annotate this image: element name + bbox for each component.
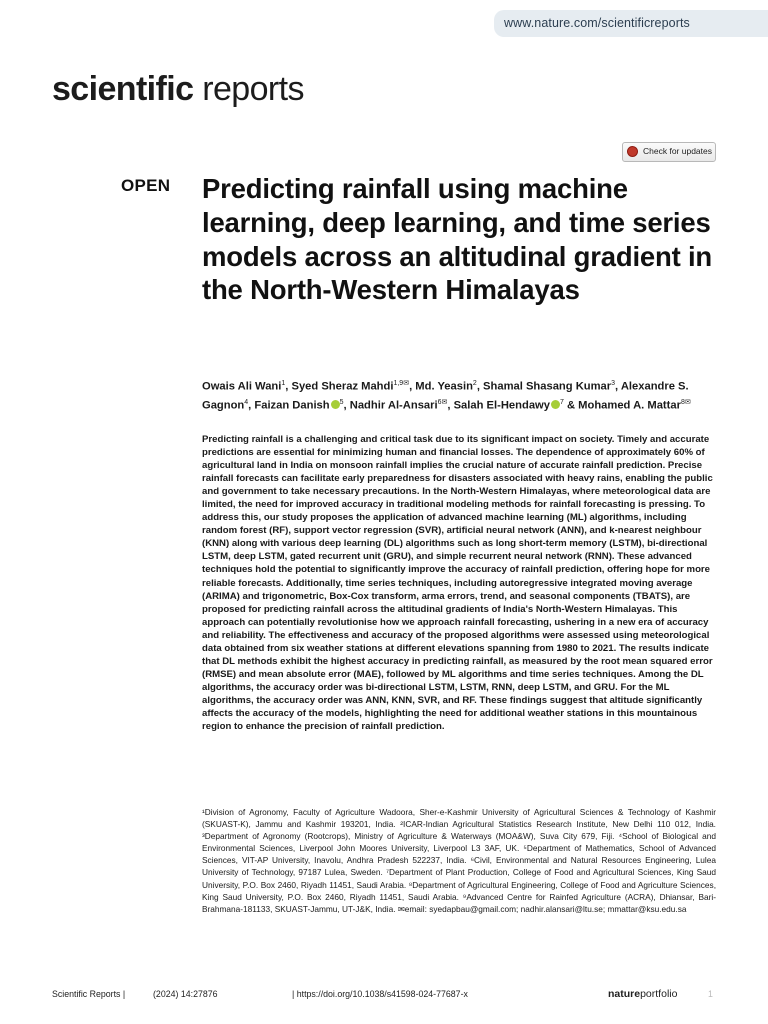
author-affil: 7	[559, 398, 564, 406]
author-name[interactable]: Syed Sheraz Mahdi	[291, 380, 394, 393]
journal-logo	[52, 70, 304, 108]
publisher-bold: nature	[608, 988, 641, 1000]
logo-bold: scientific	[52, 70, 194, 108]
author-affil: 6✉	[437, 398, 448, 406]
journal-url[interactable]: www.nature.com/scientificreports	[504, 16, 690, 30]
orcid-icon[interactable]	[331, 400, 340, 409]
author-name[interactable]: Mohamed A. Mattar	[578, 399, 681, 412]
footer-volume: (2024) 14:27876	[153, 989, 218, 999]
publisher-light: portfolio	[640, 988, 678, 1000]
page-number: 1	[708, 989, 713, 999]
author-name[interactable]: Faizan Danish	[254, 399, 330, 412]
author-name[interactable]: Owais Ali Wani	[202, 380, 282, 393]
author-affil: 1	[281, 380, 286, 387]
footer-journal: Scientific Reports |	[52, 989, 126, 999]
author-name[interactable]: Alexandre S. Gagnon	[202, 380, 689, 412]
footer-doi-link[interactable]: | https://doi.org/10.1038/s41598-024-77687-x	[292, 989, 468, 999]
check-for-updates-label: Check for updates	[643, 146, 712, 156]
author-name[interactable]: Md. Yeasin	[415, 380, 473, 393]
crossmark-icon	[627, 146, 638, 157]
open-access-label: OPEN	[121, 176, 171, 195]
page-footer	[52, 989, 716, 1003]
author-affil: 3	[611, 380, 616, 387]
check-for-updates-button[interactable]	[622, 142, 716, 162]
orcid-icon[interactable]	[551, 400, 560, 409]
author-affil: 2	[472, 380, 477, 387]
logo-light: reports	[202, 70, 304, 108]
author-affil: 4	[244, 398, 249, 406]
affiliations: ¹Division of Agronomy, Faculty of Agriculture Wadoora, Sher-e-Kashmir University of Agricultural Sciences & Technology of Kashmir (SKUAST-K), Jammu and Kashmir 193201, India. ²ICAR-Indian Agricultural Statistics Research Institute, New Delhi 110 012, India. ³Department of Agronomy (Rootcrops), Ministry of Agriculture & Waterways (MOA&W), Suva City 679, Fiji. ⁴School of Biological and Environmental Sciences, Liverpool John Moores University, Liverpool L3 3AF, UK. ⁵Department of Mathematics, School of Advanced Sciences, VIT-AP University, Inavolu, Andhra Pradesh 522237, India. ⁶Civil, Environmental and Natural Resources Engineering, Lulea University of Technology, 97187 Lulea, Sweden. ⁷Department of Plant Production, College of Food and Agricultural Sciences, King Saud University, P.O. Box 2460, Riyadh 11451, Saudi Arabia. ⁸Department of Agricultural Engineering, College of Food and Agriculture Sciences, King Saud University, P.O. Box 2460, Riyadh 11451, Saudi Arabia. ⁹Advanced Centre for Rainfed Agriculture (ACRA), Dhiansar, Bari-Brahmana-181133, SKUAST-Jammu, UT-J&K, India. ✉email: syedapbau@gmail.com; nadhir.alansari@ltu.se; mmattar@ksu.edu.sa	[202, 807, 716, 914]
journal-url-bar	[494, 10, 768, 37]
article-title: Predicting rainfall using machine learning, deep learning, and time series models across an altitudinal gradient in the North-Western Himalayas	[202, 173, 713, 306]
author-name[interactable]: Shamal Shasang Kumar	[483, 380, 612, 393]
author-name[interactable]: Salah El-Hendawy	[453, 399, 550, 412]
author-name[interactable]: Nadhir Al-Ansari	[349, 399, 438, 412]
author-list: Owais Ali Wani$^1$, Syed Sheraz Mahdi$^{1,9✉}$, Md. Yeasin$^2$, Shamal Shasang Kumar$^3$, Alexandre S. Gagnon$^4$, Faizan Danish $^5$, Nadhir Al-Ansari$^{6✉}$, Salah El-Hendawy $^7$ & Mohamed A. Mattar$^{8✉}$	[202, 380, 691, 412]
abstract: Predicting rainfall is a challenging and critical task due to its significant impact on society. Timely and accurate predictions are essential for minimizing human and financial losses. The dependence of approximately 60% of agricultural land in India on monsoon rainfall implies the crucial nature of accurate rainfall prediction. Precise rainfall forecasts can facilitate early preparedness for disasters associated with heavy rains, enabling the public and government to take necessary precautions. In the North-Western Himalayas, where meteorological data are limited, the need for improved accuracy in traditional modeling methods for rainfall forecasting is pressing. To address this, our study proposes the application of advanced machine learning (ML) algorithms, including random forest (RF), support vector regression (SVR), artificial neural network (ANN), and k-nearest neighbour (KNN) along with various deep learning (DL) algorithms such as long short-term memory (LSTM), bi-directional LSTM, deep LSTM, gated recurrent unit (GRU), and simple recurrent neural network (RNN). These advanced techniques hold the potential to significantly improve the accuracy of rainfall prediction, offering hope for more reliable forecasts. Additionally, time series techniques, including autoregressive integrated moving average (ARIMA) and trigonometric, Box-Cox transform, arma errors, trend, and seasonal components (TBATS), are proposed for predicting rainfall across the altitudinal gradients of India's North-Western Himalayas. This approach can potentially revolutionise how we approach rainfall forecasting, ushering in a new era of accuracy and reliability. The effectiveness and accuracy of the proposed algorithms were assessed using meteorological data obtained from six weather stations at different elevations spanning from 1980 to 2021. The results indicate that DL methods exhibit the highest accuracy in predicting rainfall, as measured by the root mean squared error (RMSE) and mean absolute error (MAE), followed by ML algorithms and time series techniques. Among the DL algorithms, the accuracy order was bi-directional LSTM, LSTM, RNN, deep LSTM, and GRU. For the ML algorithms, the accuracy order was ANN, KNN, SVR, and RF. These findings suggest that altitude significantly affects the accuracy of the models, highlighting the need for additional weather stations in this mountainous region to enhance the precision of rainfall prediction.	[202, 434, 713, 733]
author-affil: 8✉	[680, 398, 691, 406]
author-affil: 5	[339, 398, 344, 406]
author-affil: 1,9✉	[393, 380, 410, 387]
publisher-logo	[608, 988, 677, 1000]
